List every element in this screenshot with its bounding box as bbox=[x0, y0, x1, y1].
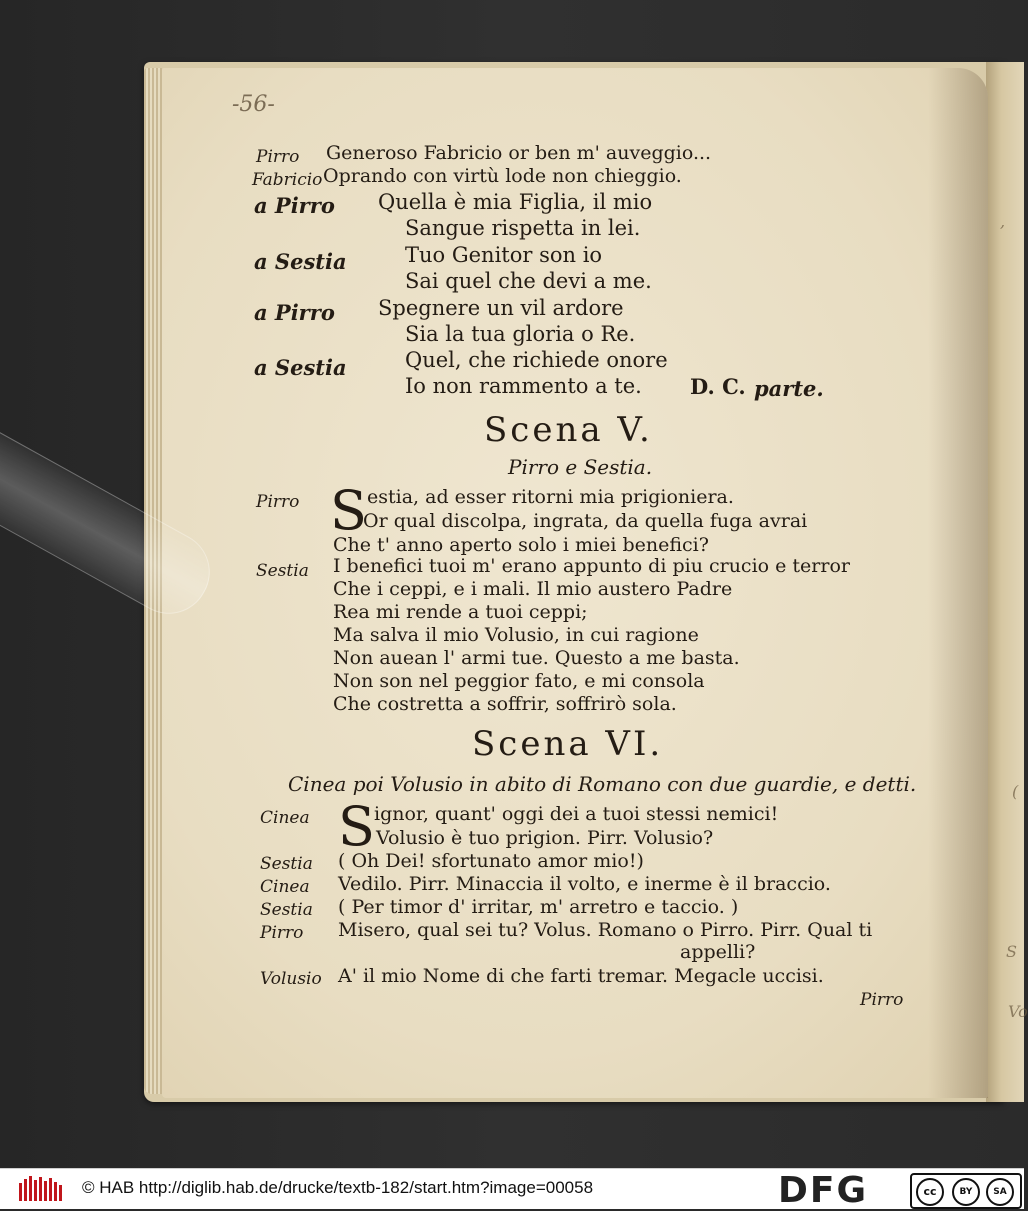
verse-line: Che i ceppi, e i mali. Il mio austero Padre bbox=[333, 578, 733, 600]
verse-line: Non auean l' armi tue. Questo a me basta. bbox=[333, 647, 740, 669]
by-icon: BY bbox=[952, 1178, 980, 1206]
aria-line: Quel, che richiede onore bbox=[405, 348, 668, 372]
verse-line: Or qual discolpa, ingrata, da quella fuga avrai bbox=[363, 510, 808, 532]
scene-heading: Scena VI. bbox=[472, 724, 664, 764]
aria-line: Quella è mia Figlia, il mio bbox=[378, 190, 653, 214]
verse-line: Che t' anno aperto solo i miei benefici? bbox=[333, 534, 709, 556]
aside-a-pirro: a Pirro bbox=[254, 300, 335, 325]
page-gutter-shadow bbox=[928, 68, 988, 1098]
aside-a-pirro: a Pirro bbox=[254, 193, 335, 218]
speaker-cinea: Cinea bbox=[260, 877, 310, 897]
copyright-link[interactable]: © HAB http://diglib.hab.de/drucke/textb-182/start.htm?image=00058 bbox=[82, 1178, 594, 1197]
aside-a-sestia: a Sestia bbox=[254, 355, 347, 380]
verse-line: Generoso Fabricio or ben m' auveggio... bbox=[326, 142, 712, 164]
catchword: Pirro bbox=[860, 990, 904, 1010]
verse-line: Non son nel peggior fato, e mi consola bbox=[333, 670, 705, 692]
page-number: -56- bbox=[232, 92, 275, 117]
cc-icon: cc bbox=[916, 1178, 944, 1206]
verse-line: Che costretta a soffrir, soffrirò sola. bbox=[333, 693, 677, 715]
hab-logo-icon[interactable] bbox=[18, 1175, 66, 1203]
verse-line: I benefici tuoi m' erano appunto di piu crucio e terror bbox=[333, 555, 850, 577]
verse-line: Oprando con virtù lode non chieggio. bbox=[323, 165, 682, 187]
cc-license-icon[interactable] bbox=[910, 1173, 1022, 1209]
verse-line: Misero, qual sei tu? Volus. Romano o Pirro. Pirr. Qual ti bbox=[338, 919, 873, 941]
aria-line: Sai quel che devi a me. bbox=[405, 269, 652, 293]
speaker-pirro: Pirro bbox=[260, 923, 304, 943]
aria-line: Sangue rispetta in lei. bbox=[405, 216, 641, 240]
verse-line: ignor, quant' oggi dei a tuoi stessi nemici! bbox=[374, 803, 779, 825]
verse-line: estia, ad esser ritorni mia prigioniera. bbox=[367, 486, 734, 508]
da-capo-mark: D. C. bbox=[690, 374, 746, 399]
scene-characters: Pirro e Sestia. bbox=[508, 455, 653, 479]
aria-line: Sia la tua gloria o Re. bbox=[405, 322, 636, 346]
speaker-sestia: Sestia bbox=[260, 900, 313, 920]
aria-line: Spegnere un vil ardore bbox=[378, 296, 624, 320]
speaker-pirro: Pirro bbox=[256, 147, 300, 167]
verse-line: Volusio è tuo prigion. Pirr. Volusio? bbox=[376, 827, 714, 849]
verse-line: Vedilo. Pirr. Minaccia il volto, e inerme è il braccio. bbox=[338, 873, 831, 895]
speaker-volusio: Volusio bbox=[260, 969, 322, 989]
verse-line: appelli? bbox=[680, 941, 756, 963]
drop-cap: S bbox=[338, 795, 375, 858]
scene-heading: Scena V. bbox=[484, 410, 653, 450]
verse-line: Ma salva il mio Volusio, in cui ragione bbox=[333, 624, 699, 646]
verse-line: Rea mi rende a tuoi ceppi; bbox=[333, 601, 588, 623]
aside-a-sestia: a Sestia bbox=[254, 249, 347, 274]
dfg-logo-icon[interactable]: DFG bbox=[778, 1170, 869, 1211]
aria-line: Io non rammento a te. bbox=[405, 374, 642, 398]
speaker-cinea: Cinea bbox=[260, 808, 310, 828]
speaker-sestia: Sestia bbox=[260, 854, 313, 874]
viewer-footer bbox=[0, 1168, 1024, 1209]
verse-line: ( Oh Dei! sfortunato amor mio!) bbox=[338, 850, 644, 872]
speaker-fabricio: Fabricio bbox=[252, 170, 323, 190]
speaker-pirro: Pirro bbox=[256, 492, 300, 512]
verse-line: A' il mio Nome di che farti tremar. Megacle uccisi. bbox=[338, 965, 824, 987]
stage-direction-parte: parte. bbox=[754, 376, 824, 401]
verse-line: ( Per timor d' irritar, m' arretro e taccio. ) bbox=[338, 896, 739, 918]
scene-characters: Cinea poi Volusio in abito di Romano con due guardie, e detti. bbox=[288, 772, 917, 796]
sa-icon: SA bbox=[986, 1178, 1014, 1206]
speaker-sestia: Sestia bbox=[256, 561, 309, 581]
facing-page-edge: , ( S Vo bbox=[986, 62, 1024, 1102]
aria-line: Tuo Genitor son io bbox=[405, 243, 603, 267]
drop-cap: S bbox=[330, 479, 367, 542]
